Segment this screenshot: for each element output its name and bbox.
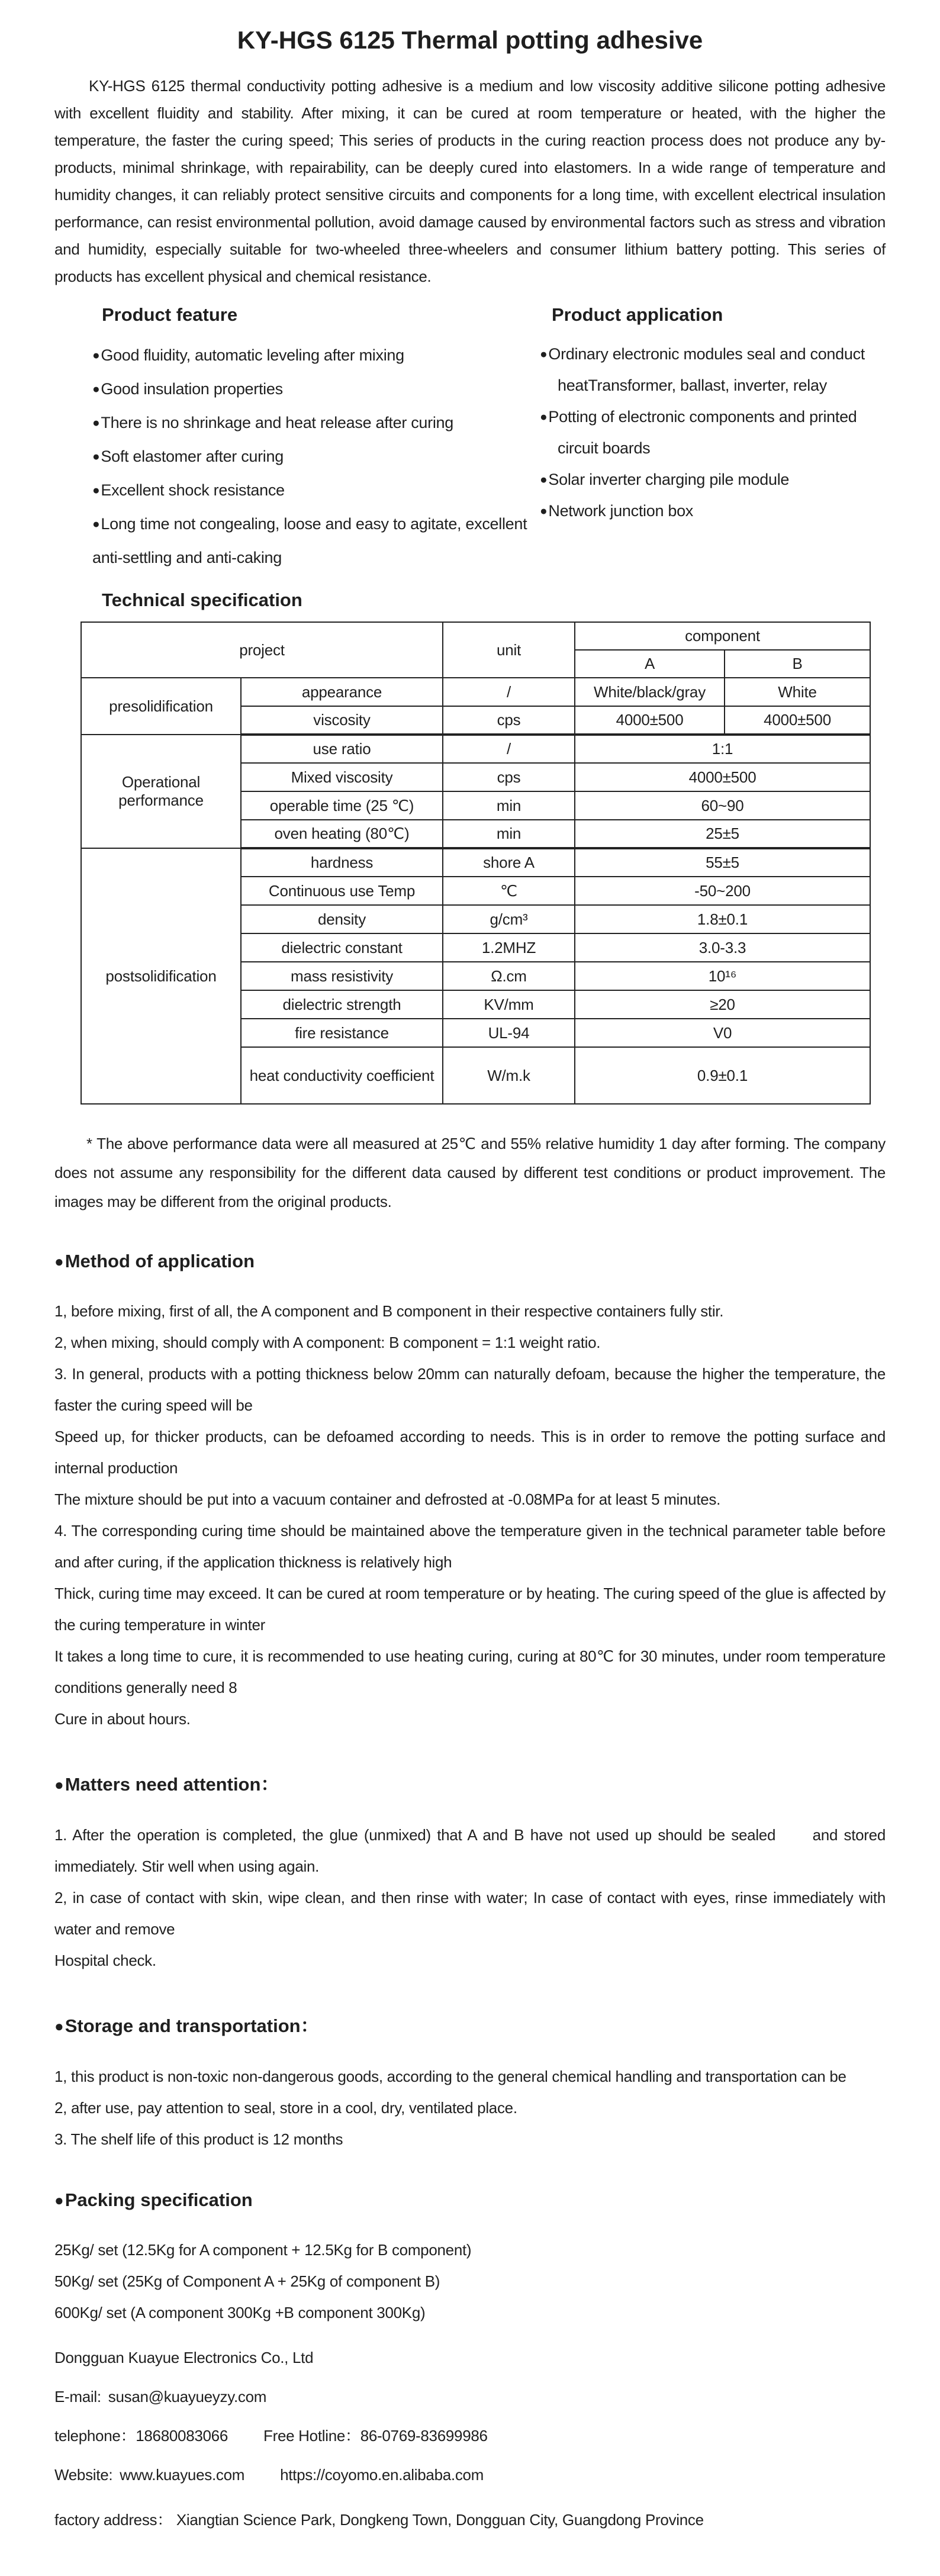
- packing-line: 50Kg/ set (25Kg of Component A + 25Kg of component B): [54, 2272, 440, 2290]
- storage-paragraph: 3. The shelf life of this product is 12 months: [54, 2130, 343, 2148]
- feature-item: [92, 507, 540, 574]
- website-label: Website:: [54, 2466, 113, 2484]
- spec-item: hardness: [241, 848, 443, 877]
- phone-row: [54, 2426, 886, 2446]
- bullet-icon: ●: [92, 349, 100, 362]
- spec-value: 25±5: [575, 820, 870, 848]
- spec-value: 4000±500: [575, 763, 870, 791]
- spec-unit: cps: [443, 763, 575, 791]
- spec-value-a: 4000±500: [575, 706, 725, 735]
- hotline-label: Free Hotline：: [263, 2427, 360, 2445]
- spec-unit: W/m.k: [443, 1047, 575, 1104]
- header-component-b: B: [725, 650, 870, 678]
- spec-unit: min: [443, 820, 575, 848]
- matters-paragraph: 1. After the operation is completed, the glue (unmixed) that A and B have not used up should be sealed and stored immediately. Stir well when using again.: [54, 1826, 890, 1875]
- bullet-icon: ●: [540, 473, 548, 487]
- feature-item: [92, 440, 540, 474]
- method-paragraph: 2, when mixing, should comply with A component: B component = 1:1 weight ratio.: [54, 1334, 601, 1351]
- product-application-heading: Product application: [552, 304, 723, 325]
- feature-item-label: Good insulation properties: [101, 380, 283, 398]
- spec-item: fire resistance: [241, 1019, 443, 1047]
- group-postsolidification: postsolidification: [81, 848, 241, 1104]
- method-paragraph: The mixture should be put into a vacuum container and defrosted at -0.08MPa for at least 5 minutes.: [54, 1490, 721, 1508]
- website-row: [54, 2465, 886, 2485]
- group-operational-performance: Operational performance: [81, 735, 241, 848]
- packing-specification-section: [54, 2189, 886, 2329]
- application-item-label: Potting of electronic components and printed circuit boards: [548, 408, 857, 457]
- header-project: project: [81, 622, 443, 678]
- technical-specification-heading: Technical specification: [102, 590, 302, 610]
- spec-unit: ℃: [443, 877, 575, 905]
- matters-heading-label: Matters need attention：: [65, 1774, 279, 1795]
- matters-need-attention-section: [54, 1769, 890, 1976]
- method-heading-label: Method of application: [65, 1251, 255, 1271]
- email-value: susan@kuayueyzy.com: [108, 2388, 267, 2406]
- spec-value: 0.9±0.1: [575, 1047, 870, 1104]
- spec-value-a: White/black/gray: [575, 678, 725, 706]
- website-value: www.kuayues.com: [120, 2466, 245, 2484]
- application-item: [540, 339, 886, 401]
- bullet-icon: ●: [540, 347, 548, 361]
- storage-transportation-section: [54, 2011, 886, 2155]
- feature-application-columns: [54, 298, 886, 574]
- spec-unit: min: [443, 791, 575, 820]
- feature-item: [92, 339, 540, 372]
- spec-unit: KV/mm: [443, 990, 575, 1019]
- header-component: component: [575, 622, 870, 650]
- intro-paragraph: KY-HGS 6125 thermal conductivity potting adhesive is a medium and low viscosity additive silicone potting adhesive with excellent fluidity and stability. After mixing, it can be cured at room temperature or heated, with the higher the temperature, the faster the curing speed; This series of products in the curing reaction process does not produce any by-products, minimal shrinkage, with repairability, can be deeply cured into elastomers. In a wide range of temperature and humidity changes, it can reliably protect sensitive circuits and components for a long time, with excellent electrical insulation performance, can resist environmental pollution, avoid damage caused by environmental factors such as stress and vibration and humidity, especially suitable for two-wheeled three-wheelers and consumer lithium battery potting. This series of products has excellent physical and chemical resistance.: [54, 77, 886, 285]
- method-of-application-section: [54, 1251, 886, 1735]
- application-item: [540, 464, 886, 495]
- spec-item: operable time (25 ℃): [241, 791, 443, 820]
- storage-paragraph: 1, this product is non-toxic non-dangerous goods, according to the general chemical handling and transportation can be: [54, 2068, 846, 2085]
- application-item: [540, 401, 886, 464]
- spec-unit: cps: [443, 706, 575, 735]
- matters-need-attention-heading: [54, 1769, 886, 1796]
- method-paragraph: It takes a long time to cure, it is recommended to use heating curing, curing at 80℃ for 30 minutes, under room temperature conditions generally need 8: [54, 1647, 886, 1696]
- bullet-icon: ●: [540, 504, 548, 518]
- bullet-icon: ●: [92, 382, 100, 396]
- bullet-icon: ●: [540, 410, 548, 424]
- method-paragraph: 4. The corresponding curing time should be maintained above the temperature given in the technical parameter table before and after curing, if the application thickness is relatively high: [54, 1522, 886, 1571]
- feature-item: [92, 406, 540, 440]
- spec-item: oven heating (80℃): [241, 820, 443, 848]
- spec-unit: 1.2MHZ: [443, 933, 575, 962]
- application-item: [540, 495, 886, 527]
- spec-item: Mixed viscosity: [241, 763, 443, 791]
- matters-paragraph: 2, in case of contact with skin, wipe clean, and then rinse with water; In case of contact with eyes, rinse immediately with water and remove: [54, 1889, 886, 1938]
- bullet-icon: ●: [92, 450, 100, 463]
- application-item-label: Solar inverter charging pile module: [548, 471, 790, 488]
- feature-item-label: Soft elastomer after curing: [101, 447, 284, 465]
- spec-value-b: White: [725, 678, 870, 706]
- matters-paragraph: Hospital check.: [54, 1952, 156, 1969]
- spec-unit: /: [443, 678, 575, 706]
- spec-unit: shore A: [443, 848, 575, 877]
- feature-item-label: Long time not congealing, loose and easy to agitate, excellent anti-settling and anti-caking: [92, 515, 527, 566]
- group-presolidification: presolidification: [81, 678, 241, 735]
- spec-item: use ratio: [241, 735, 443, 763]
- header-unit: unit: [443, 622, 575, 678]
- spec-unit: /: [443, 735, 575, 763]
- header-component-a: A: [575, 650, 725, 678]
- hotline-value: 86-0769-83699986: [360, 2427, 488, 2445]
- spec-item: appearance: [241, 678, 443, 706]
- page-title: KY-HGS 6125 Thermal potting adhesive: [237, 26, 703, 54]
- storage-paragraph: 2, after use, pay attention to seal, store in a cool, dry, ventilated place.: [54, 2099, 517, 2117]
- spec-value: V0: [575, 1019, 870, 1047]
- spec-unit: g/cm³: [443, 905, 575, 933]
- spec-item: Continuous use Temp: [241, 877, 443, 905]
- application-item-label: Ordinary electronic modules seal and conduct heatTransformer, ballast, inverter, relay: [548, 345, 865, 394]
- feature-item-label: Good fluidity, automatic leveling after mixing: [101, 346, 404, 364]
- bullet-icon: ●: [54, 2191, 64, 2209]
- packing-line: 25Kg/ set (12.5Kg for A component + 12.5Kg for B component): [54, 2241, 472, 2259]
- product-feature-heading: Product feature: [102, 304, 238, 325]
- spec-value: 1:1: [575, 735, 870, 763]
- spec-value: 10¹⁶: [575, 962, 870, 990]
- feature-item: [92, 474, 540, 507]
- email-label: E-mail:: [54, 2388, 101, 2406]
- method-of-application-heading: [54, 1251, 886, 1272]
- spec-item: viscosity: [241, 706, 443, 735]
- feature-item-label: There is no shrinkage and heat release after curing: [101, 414, 453, 432]
- bullet-icon: ●: [92, 416, 100, 430]
- spec-item: dielectric strength: [241, 990, 443, 1019]
- spec-value: 55±5: [575, 848, 870, 877]
- telephone-value: 18680083066: [136, 2427, 228, 2445]
- company-name: Dongguan Kuayue Electronics Co., Ltd: [54, 2349, 314, 2366]
- bullet-icon: ●: [54, 1252, 64, 1270]
- feature-item-label: Excellent shock resistance: [101, 481, 285, 499]
- spec-value: 1.8±0.1: [575, 905, 870, 933]
- method-paragraph: Thick, curing time may exceed. It can be cured at room temperature or by heating. The curing speed of the glue is affected by the curing temperature in winter: [54, 1585, 886, 1634]
- spec-value: 60~90: [575, 791, 870, 820]
- packing-line: 600Kg/ set (A component 300Kg +B component 300Kg): [54, 2304, 426, 2321]
- application-item-label: Network junction box: [548, 502, 694, 520]
- factory-address: factory address： Xiangtian Science Park, Dongkeng Town, Dongguan City, Guangdong Province: [54, 2511, 704, 2529]
- storage-transportation-heading: [54, 2011, 886, 2037]
- spec-unit: Ω.cm: [443, 962, 575, 990]
- storage-heading-label: Storage and transportation：: [65, 2015, 319, 2036]
- product-application-section: [540, 298, 886, 574]
- spec-unit: UL-94: [443, 1019, 575, 1047]
- feature-item: [92, 372, 540, 406]
- spec-value: ≥20: [575, 990, 870, 1019]
- spec-item: mass resistivity: [241, 962, 443, 990]
- bullet-icon: ●: [92, 517, 100, 531]
- bullet-icon: ●: [92, 484, 100, 497]
- telephone-label: telephone：: [54, 2427, 136, 2445]
- spec-item: dielectric constant: [241, 933, 443, 962]
- spec-item: heat conductivity coefficient: [241, 1047, 443, 1104]
- method-paragraph: Cure in about hours.: [54, 1710, 191, 1728]
- bullet-icon: ●: [54, 1776, 64, 1793]
- method-paragraph: 1, before mixing, first of all, the A component and B component in their respective containers fully stir.: [54, 1302, 724, 1320]
- spec-item: density: [241, 905, 443, 933]
- spec-value: -50~200: [575, 877, 870, 905]
- product-feature-section: [54, 298, 540, 574]
- measurement-note: * The above performance data were all measured at 25℃ and 55% relative humidity 1 day after forming. The company does not assume any responsibility for the different data caused by different test conditions or product improvement. The images may be different from the original products.: [54, 1135, 886, 1210]
- email-row: [54, 2387, 886, 2407]
- method-paragraph: 3. In general, products with a potting thickness below 20mm can naturally defoam, because the higher the temperature, the faster the curing speed will be: [54, 1365, 886, 1414]
- packing-specification-heading: [54, 2189, 886, 2211]
- technical-specification-table: [81, 622, 871, 1105]
- packing-heading-label: Packing specification: [65, 2189, 253, 2210]
- spec-value-b: 4000±500: [725, 706, 870, 735]
- spec-value: 3.0-3.3: [575, 933, 870, 962]
- alibaba-url: https://coyomo.en.alibaba.com: [280, 2466, 484, 2484]
- bullet-icon: ●: [54, 2017, 64, 2035]
- method-paragraph: Speed up, for thicker products, can be defoamed according to needs. This is in order to remove the potting surface and internal production: [54, 1428, 886, 1477]
